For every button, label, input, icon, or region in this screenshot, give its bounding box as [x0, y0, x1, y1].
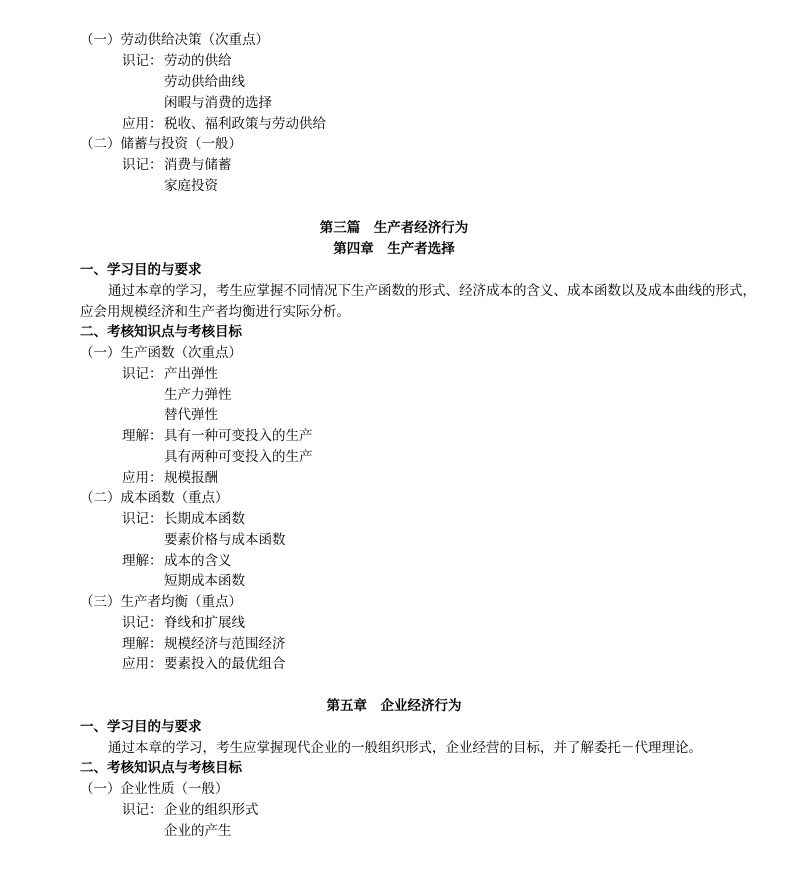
apply-entry: 规模报酬 — [164, 470, 218, 486]
memorize-entry: 产出弹性 — [164, 366, 218, 382]
memorize-label: 识记： — [122, 366, 163, 382]
memorize-entry: 脊线和扩展线 — [164, 615, 245, 631]
chapter-heading: 第五章 企业经济行为 — [326, 698, 462, 714]
memorize-entry: 家庭投资 — [164, 178, 218, 194]
item-title-labor-supply: （一）劳动供给决策（次重点） — [80, 32, 269, 48]
understand-label: 理解： — [122, 636, 163, 652]
section-heading-goals: 一、学习目的与要求 — [80, 719, 202, 735]
understand-entry: 成本的含义 — [164, 553, 232, 569]
memorize-label: 识记： — [122, 511, 163, 527]
item-title-producer-equilibrium: （三）生产者均衡（重点） — [80, 594, 242, 610]
apply-entry: 税收、福利政策与劳动供给 — [164, 116, 326, 132]
item-title-production-function: （一）生产函数（次重点） — [80, 345, 242, 361]
item-title-firm-nature: （一）企业性质（一般） — [80, 781, 229, 797]
chapter-heading: 第四章 生产者选择 — [333, 241, 455, 257]
understand-label: 理解： — [122, 428, 163, 444]
memorize-entry: 要素价格与成本函数 — [164, 532, 286, 548]
memorize-entry: 消费与储蓄 — [164, 157, 232, 173]
memorize-entry: 生产力弹性 — [164, 387, 232, 403]
section-heading-goals: 一、学习目的与要求 — [80, 262, 202, 278]
goal-paragraph: 通过本章的学习，考生应掌握不同情况下生产函数的形式、经济成本的含义、成本函数以及成本曲线的形式， — [108, 283, 756, 299]
apply-label: 应用： — [122, 656, 163, 672]
understand-entry: 短期成本函数 — [164, 573, 245, 589]
apply-label: 应用： — [122, 116, 163, 132]
memorize-entry: 闲暇与消费的选择 — [164, 95, 272, 111]
memorize-label: 识记： — [122, 802, 163, 818]
item-title-savings: （二）储蓄与投资（一般） — [80, 136, 242, 152]
section-heading-points: 二、考核知识点与考核目标 — [80, 324, 242, 340]
goal-paragraph-cont: 应会用规模经济和生产者均衡进行实际分析。 — [80, 304, 350, 320]
memorize-entry: 企业的产生 — [164, 823, 232, 839]
memorize-label: 识记： — [122, 615, 163, 631]
apply-label: 应用： — [122, 470, 163, 486]
memorize-label: 识记： — [122, 53, 163, 69]
goal-paragraph: 通过本章的学习，考生应掌握现代企业的一般组织形式，企业经营的目标，并了解委托－代理理论。 — [108, 740, 702, 756]
item-title-cost-function: （二）成本函数（重点） — [80, 490, 229, 506]
memorize-entry: 劳动供给曲线 — [164, 74, 245, 90]
part-heading: 第三篇 生产者经济行为 — [319, 220, 469, 236]
understand-entry: 规模经济与范围经济 — [164, 636, 286, 652]
memorize-label: 识记： — [122, 157, 163, 173]
memorize-entry: 劳动的供给 — [164, 53, 232, 69]
section-heading-points: 二、考核知识点与考核目标 — [80, 760, 242, 776]
understand-entry: 具有两种可变投入的生产 — [164, 449, 313, 465]
understand-entry: 具有一种可变投入的生产 — [164, 428, 313, 444]
memorize-entry: 企业的组织形式 — [164, 802, 259, 818]
understand-label: 理解： — [122, 553, 163, 569]
apply-entry: 要素投入的最优组合 — [164, 656, 286, 672]
memorize-entry: 替代弹性 — [164, 407, 218, 423]
memorize-entry: 长期成本函数 — [164, 511, 245, 527]
